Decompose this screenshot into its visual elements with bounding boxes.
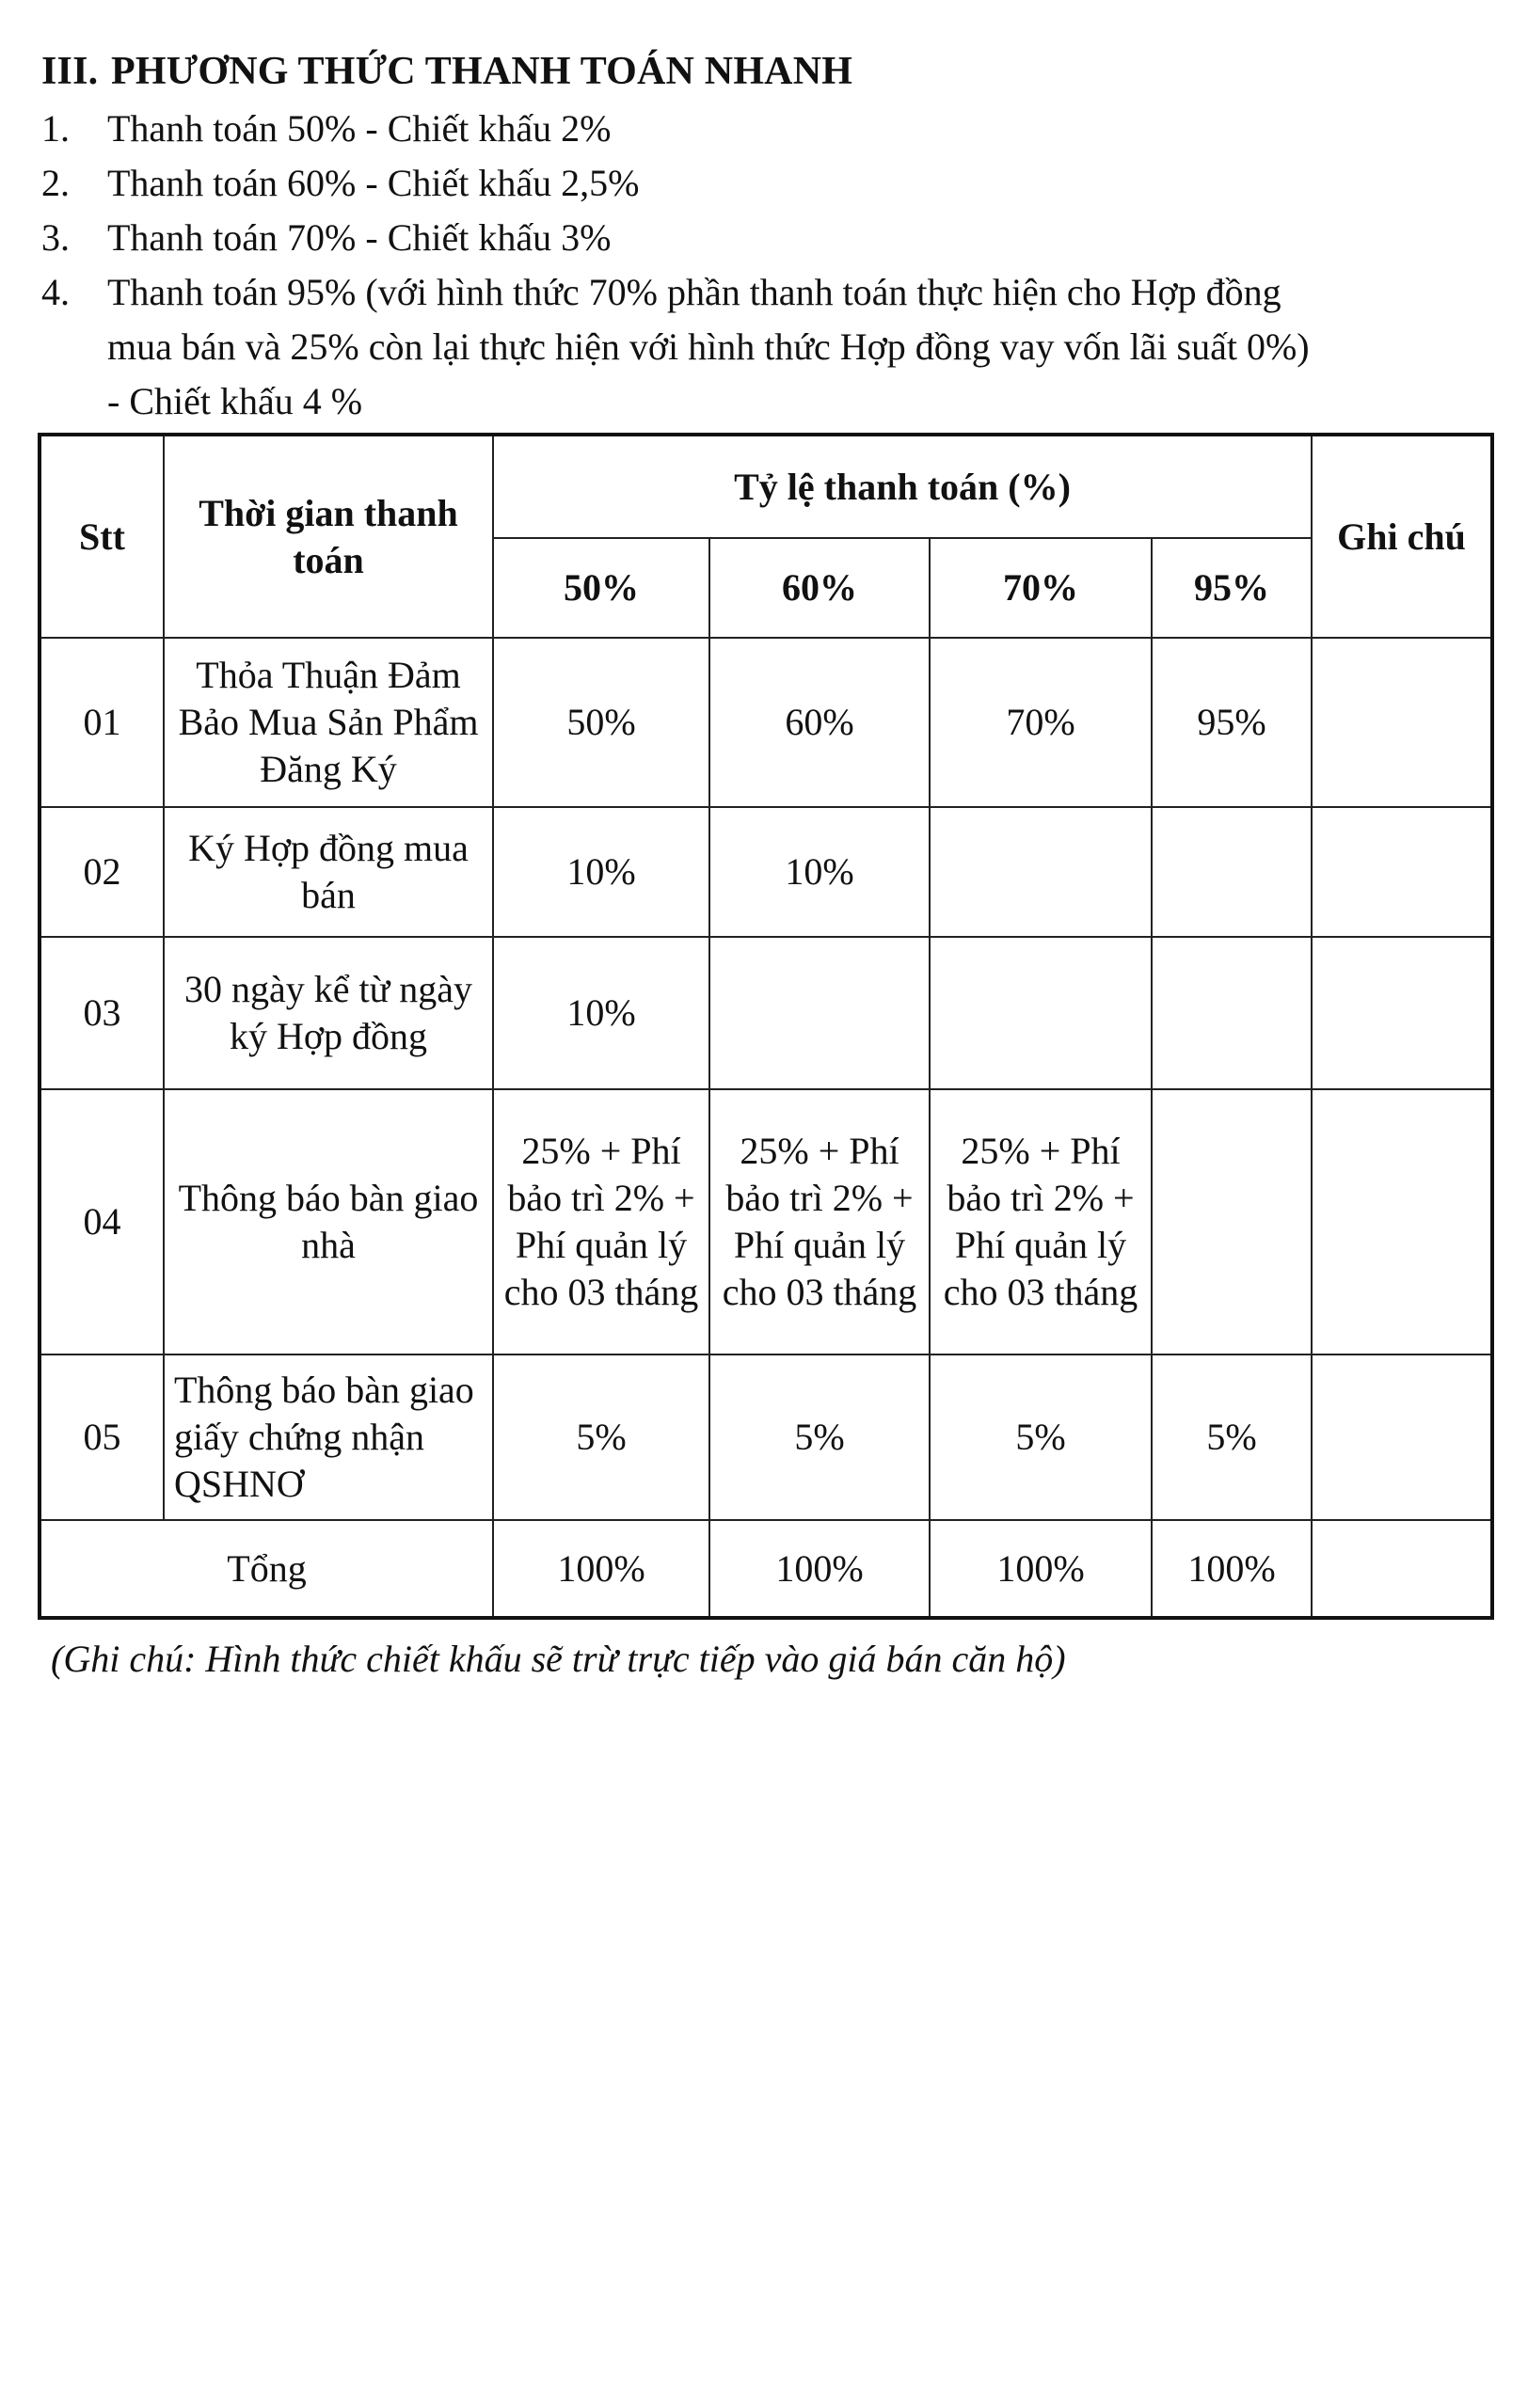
total-cell: 100%: [709, 1520, 930, 1618]
header-col-95: 95%: [1152, 538, 1312, 638]
row-note: [1312, 1089, 1492, 1354]
row-note: [1312, 1354, 1492, 1520]
row-cell: 5%: [493, 1354, 709, 1520]
row-stt: 03: [40, 937, 164, 1089]
row-stt: 01: [40, 638, 164, 807]
row-payment-time: 30 ngày kể từ ngày ký Hợp đồng: [164, 937, 493, 1089]
row-cell: 70%: [930, 638, 1152, 807]
list-item-text: Thanh toán 70% - Chiết khấu 3%: [107, 216, 612, 259]
row-cell: [1152, 807, 1312, 937]
row-note: [1312, 638, 1492, 807]
table-row: [40, 1089, 1492, 1354]
row-cell: [1152, 937, 1312, 1089]
list-item-number: 1.: [41, 107, 70, 150]
table-row: [40, 638, 1492, 807]
row-cell: [709, 937, 930, 1089]
table-total-row: [40, 1520, 1492, 1618]
total-cell: 100%: [930, 1520, 1152, 1618]
row-stt: 02: [40, 807, 164, 937]
list-item: [41, 265, 1509, 429]
total-cell: 100%: [1152, 1520, 1312, 1618]
list-item-text-line2: mua bán và 25% còn lại thực hiện với hình thức Hợp đồng vay vốn lãi suất 0%): [107, 325, 1310, 368]
row-cell: [930, 807, 1152, 937]
header-note: Ghi chú: [1312, 435, 1492, 638]
row-payment-time: Ký Hợp đồng mua bán: [164, 807, 493, 937]
row-cell: 95%: [1152, 638, 1312, 807]
list-item-number: 2.: [41, 162, 70, 204]
row-payment-time: Thỏa Thuận Đảm Bảo Mua Sản Phẩm Đăng Ký: [164, 638, 493, 807]
list-item-text: Thanh toán 50% - Chiết khấu 2%: [107, 107, 612, 150]
row-cell: 5%: [1152, 1354, 1312, 1520]
footnote: (Ghi chú: Hình thức chiết khấu sẽ trừ trực tiếp vào giá bán căn hộ): [51, 1638, 1066, 1680]
section-title: PHƯƠNG THỨC THANH TOÁN NHANH: [111, 50, 853, 93]
payment-options-list: [41, 102, 1509, 429]
list-item: [41, 211, 1509, 265]
header-col-70: 70%: [930, 538, 1152, 638]
list-item-text-line1: Thanh toán 95% (với hình thức 70% phần thanh toán thực hiện cho Hợp đồng: [107, 271, 1281, 313]
row-cell: 25% + Phí bảo trì 2% + Phí quản lý cho 03 tháng: [493, 1089, 709, 1354]
payment-schedule-table: [38, 433, 1494, 1620]
row-cell: 25% + Phí bảo trì 2% + Phí quản lý cho 03 tháng: [930, 1089, 1152, 1354]
list-item-text: Thanh toán 60% - Chiết khấu 2,5%: [107, 162, 640, 204]
row-cell: 60%: [709, 638, 930, 807]
header-col-60: 60%: [709, 538, 930, 638]
row-cell: [930, 937, 1152, 1089]
table-row: [40, 1354, 1492, 1520]
row-cell: [1152, 1089, 1312, 1354]
header-col-50: 50%: [493, 538, 709, 638]
table-row: [40, 937, 1492, 1089]
header-payment-time: Thời gian thanh toán: [164, 435, 493, 638]
section-heading: [41, 49, 852, 94]
row-stt: 04: [40, 1089, 164, 1354]
total-note: [1312, 1520, 1492, 1618]
row-cell: 5%: [930, 1354, 1152, 1520]
row-note: [1312, 807, 1492, 937]
header-payment-rate: Tỷ lệ thanh toán (%): [493, 435, 1312, 538]
total-cell: 100%: [493, 1520, 709, 1618]
table-row: [40, 807, 1492, 937]
total-label: Tổng: [40, 1520, 493, 1618]
table-header-row: [40, 435, 1492, 538]
row-stt: 05: [40, 1354, 164, 1520]
list-item-text-line3: - Chiết khấu 4 %: [107, 380, 363, 422]
list-item-number: 3.: [41, 216, 70, 259]
list-item-number: 4.: [41, 271, 70, 313]
header-stt: Stt: [40, 435, 164, 638]
row-payment-time: Thông báo bàn giao nhà: [164, 1089, 493, 1354]
row-cell: 50%: [493, 638, 709, 807]
row-cell: 10%: [709, 807, 930, 937]
row-cell: 25% + Phí bảo trì 2% + Phí quản lý cho 03 tháng: [709, 1089, 930, 1354]
list-item: [41, 156, 1509, 211]
row-note: [1312, 937, 1492, 1089]
list-item: [41, 102, 1509, 156]
row-cell: 10%: [493, 807, 709, 937]
section-number: III.: [41, 50, 99, 93]
row-cell: 10%: [493, 937, 709, 1089]
row-payment-time: Thông báo bàn giao giấy chứng nhận QSHNƠ: [164, 1354, 493, 1520]
row-cell: 5%: [709, 1354, 930, 1520]
